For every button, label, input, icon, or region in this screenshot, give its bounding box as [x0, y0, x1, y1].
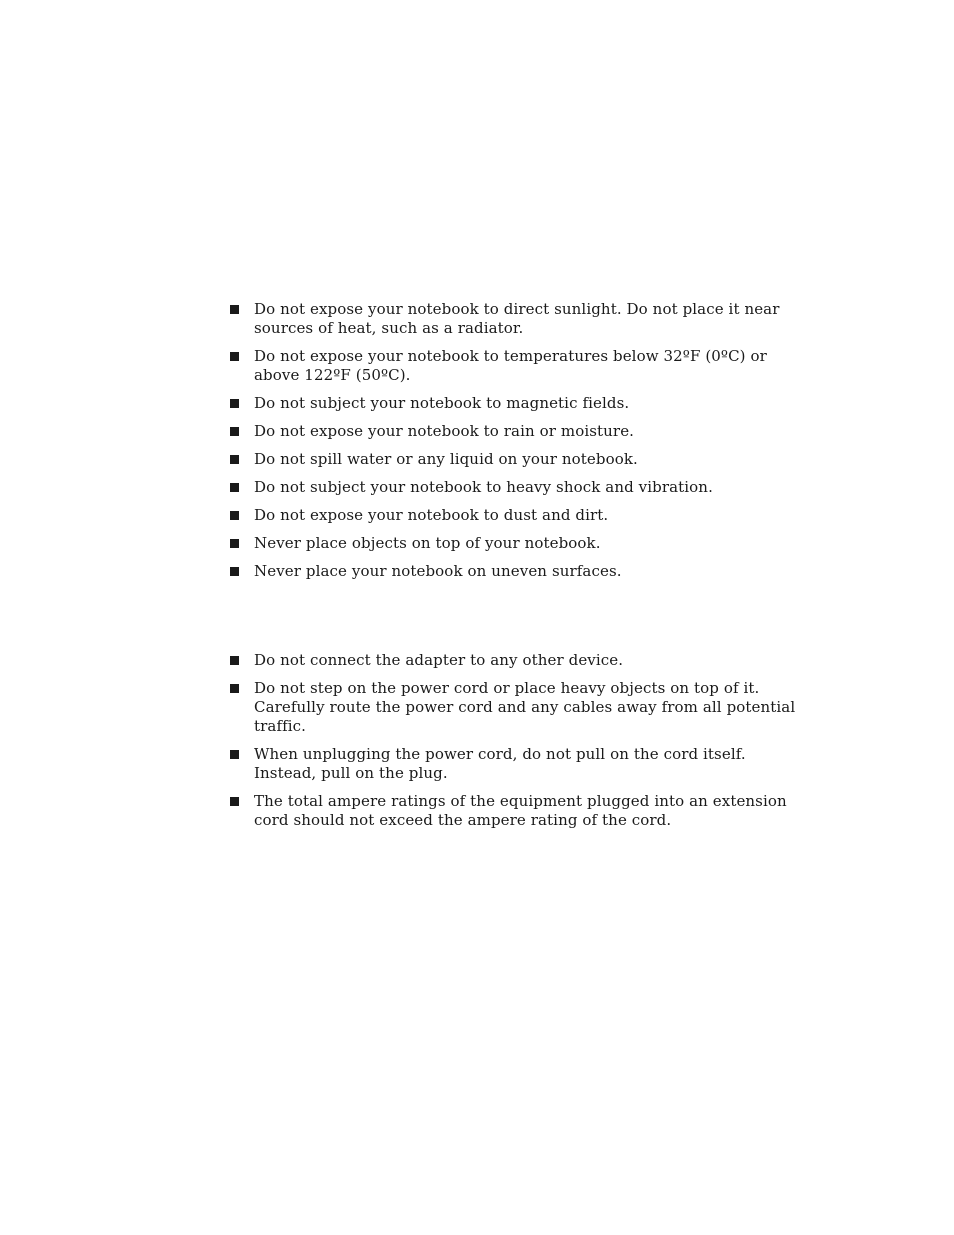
- square-bullet-icon: [230, 427, 239, 436]
- list-item-text: Do not expose your notebook to rain or moisture.: [254, 422, 635, 440]
- square-bullet-icon: [230, 352, 239, 361]
- list-item: [230, 478, 800, 497]
- list-item-text: Do not step on the power cord or place heavy objects on top of it. Carefully route the power cord and any cables away from all potential traffic.: [254, 679, 796, 735]
- square-bullet-icon: [230, 567, 239, 576]
- list-item: [230, 679, 800, 736]
- square-bullet-icon: [230, 684, 239, 693]
- list-item-text: Do not subject your notebook to magnetic fields.: [254, 394, 630, 412]
- list-item: [230, 506, 800, 525]
- power-safety-list: [230, 651, 800, 839]
- list-item: [230, 450, 800, 469]
- list-item: [230, 394, 800, 413]
- list-item-text: Never place your notebook on uneven surfaces.: [254, 562, 622, 580]
- list-item-text: Never place objects on top of your notebook.: [254, 534, 601, 552]
- list-item: [230, 347, 800, 385]
- square-bullet-icon: [230, 483, 239, 492]
- list-item: [230, 300, 800, 338]
- environment-care-list: [230, 300, 800, 590]
- list-item: [230, 534, 800, 553]
- list-item: [230, 745, 800, 783]
- list-item-text: Do not spill water or any liquid on your notebook.: [254, 450, 638, 468]
- list-item: [230, 792, 800, 830]
- square-bullet-icon: [230, 656, 239, 665]
- list-item-text: Do not connect the adapter to any other device.: [254, 651, 624, 669]
- list-item-text: Do not subject your notebook to heavy shock and vibration.: [254, 478, 713, 496]
- list-item-text: Do not expose your notebook to direct sunlight. Do not place it near sources of heat, such as a radiator.: [254, 300, 780, 337]
- square-bullet-icon: [230, 399, 239, 408]
- square-bullet-icon: [230, 511, 239, 520]
- list-item-text: The total ampere ratings of the equipment plugged into an extension cord should not exceed the ampere rating of the cord.: [254, 792, 787, 829]
- list-item: [230, 422, 800, 441]
- square-bullet-icon: [230, 797, 239, 806]
- square-bullet-icon: [230, 539, 239, 548]
- square-bullet-icon: [230, 750, 239, 759]
- square-bullet-icon: [230, 305, 239, 314]
- list-item-text: Do not expose your notebook to temperatures below 32ºF (0ºC) or above 122ºF (50ºC).: [254, 347, 767, 384]
- list-item: [230, 562, 800, 581]
- list-item-text: Do not expose your notebook to dust and dirt.: [254, 506, 609, 524]
- square-bullet-icon: [230, 455, 239, 464]
- list-item-text: When unplugging the power cord, do not pull on the cord itself. Instead, pull on the plug.: [254, 745, 746, 782]
- list-item: [230, 651, 800, 670]
